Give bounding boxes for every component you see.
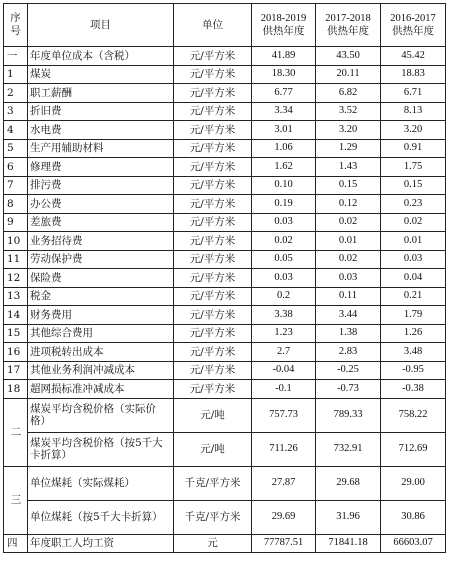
row-value: 0.10 bbox=[252, 176, 316, 195]
row-no: 7 bbox=[4, 176, 28, 195]
row-item: 其他业务利润冲减成本 bbox=[28, 361, 174, 380]
row-value: 29.69 bbox=[252, 500, 316, 534]
row-no: 5 bbox=[4, 139, 28, 158]
table-row bbox=[4, 269, 446, 288]
row-no: 11 bbox=[4, 250, 28, 269]
row-unit: 元/平方米 bbox=[174, 306, 252, 325]
row-unit: 元/平方米 bbox=[174, 195, 252, 214]
table-row bbox=[4, 176, 446, 195]
row-value: 0.04 bbox=[381, 269, 446, 288]
row-value: 0.19 bbox=[252, 195, 316, 214]
row-value: 712.69 bbox=[381, 432, 446, 466]
row-no: 10 bbox=[4, 232, 28, 251]
row-value: 3.34 bbox=[252, 102, 316, 121]
row-value: 29.00 bbox=[381, 466, 446, 500]
group-no: 三 bbox=[4, 466, 28, 534]
header-year-1 bbox=[252, 4, 316, 47]
row-item: 财务费用 bbox=[28, 306, 174, 325]
row-value: 1.23 bbox=[252, 324, 316, 343]
row-value: 0.91 bbox=[381, 139, 446, 158]
row-value: 0.03 bbox=[252, 269, 316, 288]
table-row bbox=[4, 361, 446, 380]
row-value: 45.42 bbox=[381, 47, 446, 66]
row-value: 0.03 bbox=[316, 269, 381, 288]
row-value: 20.11 bbox=[316, 65, 381, 84]
heating-cost-table bbox=[3, 3, 446, 553]
row-item: 修理费 bbox=[28, 158, 174, 177]
row-value: 3.38 bbox=[252, 306, 316, 325]
row-value: 30.86 bbox=[381, 500, 446, 534]
table-row bbox=[4, 432, 446, 466]
table-row bbox=[4, 102, 446, 121]
row-no: 8 bbox=[4, 195, 28, 214]
row-unit: 元/平方米 bbox=[174, 121, 252, 140]
row-value: 0.03 bbox=[252, 213, 316, 232]
table-row bbox=[4, 534, 446, 553]
row-item: 劳动保护费 bbox=[28, 250, 174, 269]
row-no: 1 bbox=[4, 65, 28, 84]
row-value: 3.20 bbox=[381, 121, 446, 140]
row-value: 758.22 bbox=[381, 398, 446, 432]
header-year-3-range: 2016-2017 bbox=[390, 13, 436, 24]
row-no: 9 bbox=[4, 213, 28, 232]
row-unit: 元/平方米 bbox=[174, 287, 252, 306]
row-value: -0.25 bbox=[316, 361, 381, 380]
table-row bbox=[4, 121, 446, 140]
row-no: 四 bbox=[4, 534, 28, 553]
row-no: 4 bbox=[4, 121, 28, 140]
row-value: 0.03 bbox=[381, 250, 446, 269]
row-value: 0.23 bbox=[381, 195, 446, 214]
row-unit: 千克/平方米 bbox=[174, 466, 252, 500]
row-item: 年度单位成本（含税） bbox=[28, 47, 174, 66]
row-unit: 元/平方米 bbox=[174, 232, 252, 251]
row-item: 保险费 bbox=[28, 269, 174, 288]
row-value: 77787.51 bbox=[252, 534, 316, 553]
row-unit: 元/平方米 bbox=[174, 102, 252, 121]
row-no: 15 bbox=[4, 324, 28, 343]
row-value: 1.75 bbox=[381, 158, 446, 177]
row-no: 12 bbox=[4, 269, 28, 288]
row-item: 税金 bbox=[28, 287, 174, 306]
header-year-2-label: 供热年度 bbox=[327, 26, 369, 37]
row-no: 6 bbox=[4, 158, 28, 177]
table-row bbox=[4, 232, 446, 251]
row-value: 0.01 bbox=[381, 232, 446, 251]
row-value: 0.2 bbox=[252, 287, 316, 306]
row-item: 职工薪酬 bbox=[28, 84, 174, 103]
row-value: 0.05 bbox=[252, 250, 316, 269]
row-item: 煤炭 bbox=[28, 65, 174, 84]
row-value: 18.83 bbox=[381, 65, 446, 84]
row-unit: 元/平方米 bbox=[174, 65, 252, 84]
row-no: 3 bbox=[4, 102, 28, 121]
table-row bbox=[4, 343, 446, 362]
row-value: 66603.07 bbox=[381, 534, 446, 553]
table-row bbox=[4, 306, 446, 325]
header-year-1-label: 供热年度 bbox=[262, 26, 305, 37]
row-value: 1.26 bbox=[381, 324, 446, 343]
row-no: 14 bbox=[4, 306, 28, 325]
table-row bbox=[4, 47, 446, 66]
header-year-2 bbox=[316, 4, 381, 47]
row-value: 8.13 bbox=[381, 102, 446, 121]
header-row bbox=[4, 4, 446, 47]
row-value: 1.38 bbox=[316, 324, 381, 343]
row-item: 煤炭平均含税价格（实际价格） bbox=[28, 398, 174, 432]
row-value: 41.89 bbox=[252, 47, 316, 66]
header-year-1-range: 2018-2019 bbox=[260, 13, 307, 24]
row-item: 业务招待费 bbox=[28, 232, 174, 251]
table-row bbox=[4, 65, 446, 84]
row-value: 0.11 bbox=[316, 287, 381, 306]
row-item: 折旧费 bbox=[28, 102, 174, 121]
row-item: 水电费 bbox=[28, 121, 174, 140]
row-unit: 元/平方米 bbox=[174, 139, 252, 158]
cost-table-container bbox=[3, 3, 446, 553]
row-value: 0.02 bbox=[381, 213, 446, 232]
row-item: 单位煤耗（按5千大卡折算） bbox=[28, 500, 174, 534]
row-value: 3.52 bbox=[316, 102, 381, 121]
row-unit: 元/吨 bbox=[174, 432, 252, 466]
row-unit: 千克/平方米 bbox=[174, 500, 252, 534]
row-unit: 元/平方米 bbox=[174, 47, 252, 66]
row-value: 3.01 bbox=[252, 121, 316, 140]
row-value: 732.91 bbox=[316, 432, 381, 466]
row-unit: 元/平方米 bbox=[174, 158, 252, 177]
row-unit: 元/平方米 bbox=[174, 343, 252, 362]
row-value: 1.06 bbox=[252, 139, 316, 158]
row-unit: 元/平方米 bbox=[174, 380, 252, 399]
row-value: 6.82 bbox=[316, 84, 381, 103]
row-value: 0.12 bbox=[316, 195, 381, 214]
row-value: 27.87 bbox=[252, 466, 316, 500]
row-unit: 元/吨 bbox=[174, 398, 252, 432]
row-item: 年度职工人均工资 bbox=[28, 534, 174, 553]
row-item: 超网损标准冲减成本 bbox=[28, 380, 174, 399]
row-no: 13 bbox=[4, 287, 28, 306]
row-value: 31.96 bbox=[316, 500, 381, 534]
table-row bbox=[4, 84, 446, 103]
row-value: 3.44 bbox=[316, 306, 381, 325]
row-value: 29.68 bbox=[316, 466, 381, 500]
row-no: 一 bbox=[4, 47, 28, 66]
header-year-3 bbox=[381, 4, 446, 47]
row-value: 0.15 bbox=[381, 176, 446, 195]
table-row bbox=[4, 500, 446, 534]
row-item: 差旅费 bbox=[28, 213, 174, 232]
row-value: -0.73 bbox=[316, 380, 381, 399]
row-unit: 元/平方米 bbox=[174, 84, 252, 103]
row-value: 3.20 bbox=[316, 121, 381, 140]
row-value: 71841.18 bbox=[316, 534, 381, 553]
row-no: 17 bbox=[4, 361, 28, 380]
row-value: 1.43 bbox=[316, 158, 381, 177]
header-year-2-range: 2017-2018 bbox=[325, 13, 371, 24]
row-item: 生产用辅助材料 bbox=[28, 139, 174, 158]
row-value: -0.1 bbox=[252, 380, 316, 399]
table-row bbox=[4, 466, 446, 500]
row-item: 其他综合费用 bbox=[28, 324, 174, 343]
row-value: 3.48 bbox=[381, 343, 446, 362]
row-no: 16 bbox=[4, 343, 28, 362]
header-year-3-label: 供热年度 bbox=[392, 26, 434, 37]
row-value: 757.73 bbox=[252, 398, 316, 432]
table-row bbox=[4, 324, 446, 343]
header-no: 序号 bbox=[4, 4, 28, 47]
row-value: 0.01 bbox=[316, 232, 381, 251]
row-value: 2.7 bbox=[252, 343, 316, 362]
row-unit: 元/平方米 bbox=[174, 250, 252, 269]
row-value: 711.26 bbox=[252, 432, 316, 466]
table-row bbox=[4, 195, 446, 214]
row-value: 0.15 bbox=[316, 176, 381, 195]
row-unit: 元/平方米 bbox=[174, 213, 252, 232]
table-row bbox=[4, 287, 446, 306]
row-item: 单位煤耗（实际煤耗） bbox=[28, 466, 174, 500]
header-item: 项目 bbox=[28, 4, 174, 47]
row-value: 0.02 bbox=[316, 213, 381, 232]
row-unit: 元/平方米 bbox=[174, 176, 252, 195]
header-unit: 单位 bbox=[174, 4, 252, 47]
row-unit: 元/平方米 bbox=[174, 324, 252, 343]
row-value: 0.21 bbox=[381, 287, 446, 306]
row-value: 6.71 bbox=[381, 84, 446, 103]
row-value: 789.33 bbox=[316, 398, 381, 432]
row-no: 18 bbox=[4, 380, 28, 399]
row-value: 1.79 bbox=[381, 306, 446, 325]
row-value: 43.50 bbox=[316, 47, 381, 66]
row-value: 1.62 bbox=[252, 158, 316, 177]
row-unit: 元 bbox=[174, 534, 252, 553]
row-value: 0.02 bbox=[316, 250, 381, 269]
table-row bbox=[4, 139, 446, 158]
row-unit: 元/平方米 bbox=[174, 269, 252, 288]
table-row bbox=[4, 398, 446, 432]
row-item: 煤炭平均含税价格（按5千大卡折算） bbox=[28, 432, 174, 466]
row-value: 1.29 bbox=[316, 139, 381, 158]
row-value: 0.02 bbox=[252, 232, 316, 251]
row-value: 6.77 bbox=[252, 84, 316, 103]
row-item: 办公费 bbox=[28, 195, 174, 214]
row-item: 进项税转出成本 bbox=[28, 343, 174, 362]
table-body bbox=[4, 47, 446, 553]
row-value: 18.30 bbox=[252, 65, 316, 84]
table-row bbox=[4, 380, 446, 399]
table-row bbox=[4, 213, 446, 232]
table-row bbox=[4, 158, 446, 177]
row-value: 2.83 bbox=[316, 343, 381, 362]
row-value: -0.04 bbox=[252, 361, 316, 380]
row-item: 排污费 bbox=[28, 176, 174, 195]
row-value: -0.38 bbox=[381, 380, 446, 399]
row-value: -0.95 bbox=[381, 361, 446, 380]
row-no: 2 bbox=[4, 84, 28, 103]
row-unit: 元/平方米 bbox=[174, 361, 252, 380]
group-no: 二 bbox=[4, 398, 28, 466]
table-row bbox=[4, 250, 446, 269]
